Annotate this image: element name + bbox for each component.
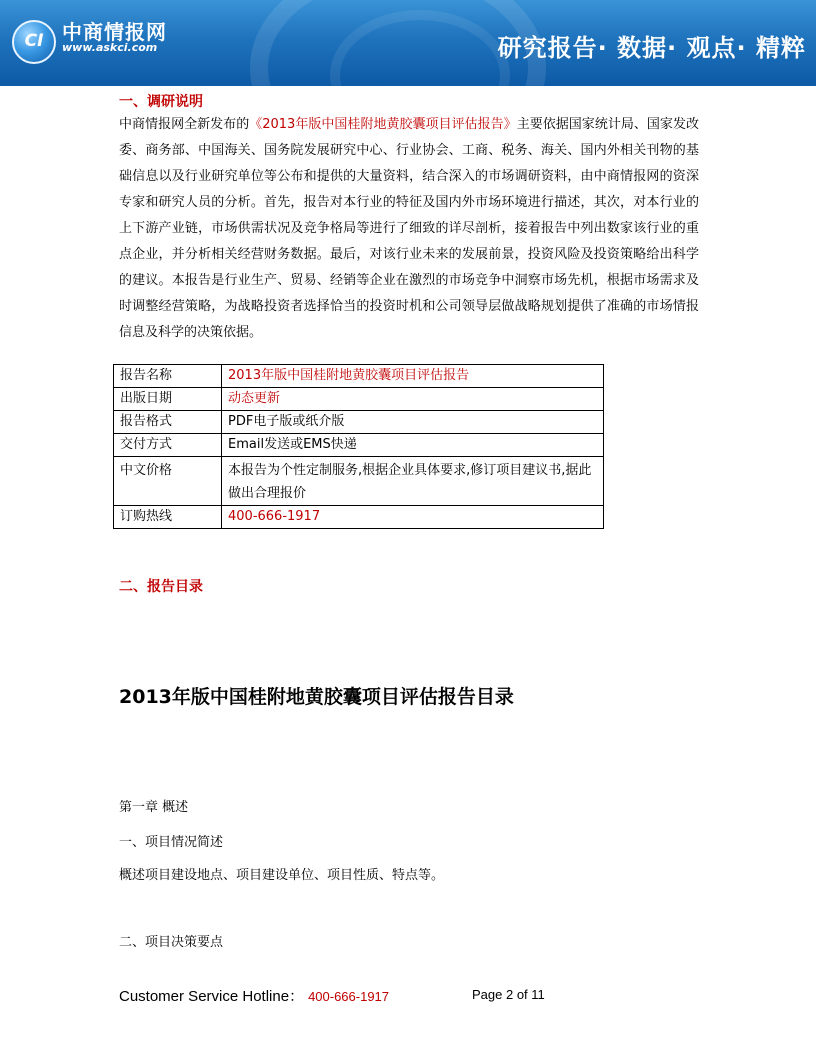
document-title: 2013年版中国桂附地黄胶囊项目评估报告目录 bbox=[119, 686, 514, 708]
footer-label: Customer Service Hotline： bbox=[119, 988, 305, 1005]
table-row bbox=[114, 434, 604, 457]
intro-text-rest: 主要依据国家统计局、国家发改委、商务部、中国海关、国务院发展研究中心、行业协会、工商、税务、海关、国内外相关刊物的基础信息以及行业研究单位等公布和提供的大量资料，结合深入的市场调研资料，由中商情报网的资深专家和研究人员的分析。首先，报告对本行业的特征及国内外市场环境进行描述，其次，对本行业的上下游产业链，市场供需状况及竞争格局等进行了细致的详尽剖析，接着报告中列出数家该行业的重点企业，并分析相关经营财务数据。最后，对该行业未来的发展前景，投资风险及投资策略给出科学的建议。本报告是行业生产、贸易、经销等企业在激烈的市场竞争中洞察市场先机，根据市场需求及时调整经营策略，为战略投资者选择恰当的投资时机和公司领导层做战略规划提供了准确的市场情报信息及科学的决策依据。 bbox=[119, 117, 699, 340]
page-footer bbox=[119, 985, 545, 1006]
row-label: 中文价格 bbox=[114, 457, 222, 506]
toc-chapter: 第一章 概述 bbox=[119, 800, 189, 815]
table-row bbox=[114, 365, 604, 388]
row-label: 出版日期 bbox=[114, 388, 222, 411]
price-value: 本报告为个性定制服务,根据企业具体要求,修订项目建议书,据此做出合理报价 bbox=[222, 457, 604, 506]
toc-item: 一、项目情况简述 bbox=[119, 835, 224, 850]
logo-name: 中商情报网 bbox=[62, 20, 167, 44]
delivery-method-value: Email发送或EMS快递 bbox=[222, 434, 604, 457]
logo-icon bbox=[12, 20, 56, 64]
row-label: 报告名称 bbox=[114, 365, 222, 388]
report-info-table bbox=[113, 364, 604, 529]
row-label: 交付方式 bbox=[114, 434, 222, 457]
toc-item: 二、项目决策要点 bbox=[119, 935, 224, 950]
section-heading-survey: 一、调研说明 bbox=[119, 94, 203, 110]
header-banner bbox=[0, 0, 816, 86]
table-row bbox=[114, 457, 604, 506]
toc-item-description: 概述项目建设地点、项目建设单位、项目性质、特点等。 bbox=[119, 868, 445, 883]
header-slogan: 研究报告· 数据· 观点· 精粹 bbox=[497, 34, 806, 62]
report-title-link[interactable]: 《2013年版中国桂附地黄胶囊项目评估报告》 bbox=[249, 117, 517, 132]
intro-text-start: 中商情报网全新发布的 bbox=[119, 117, 250, 132]
logo-url: www.askci.com bbox=[62, 41, 158, 54]
table-row bbox=[114, 506, 604, 529]
report-name-value: 2013年版中国桂附地黄胶囊项目评估报告 bbox=[222, 365, 604, 388]
intro-paragraph bbox=[119, 112, 699, 346]
publish-date-value: 动态更新 bbox=[222, 388, 604, 411]
row-label: 报告格式 bbox=[114, 411, 222, 434]
row-label: 订购热线 bbox=[114, 506, 222, 529]
table-row bbox=[114, 411, 604, 434]
logo-mark: CI bbox=[24, 31, 44, 51]
section-heading-toc: 二、报告目录 bbox=[119, 579, 203, 595]
table-row bbox=[114, 388, 604, 411]
order-hotline-value: 400-666-1917 bbox=[222, 506, 604, 529]
footer-hotline: 400-666-1917 bbox=[308, 989, 390, 1004]
report-format-value: PDF电子版或纸介版 bbox=[222, 411, 604, 434]
page-number: Page 2 of 11 bbox=[472, 987, 545, 1002]
